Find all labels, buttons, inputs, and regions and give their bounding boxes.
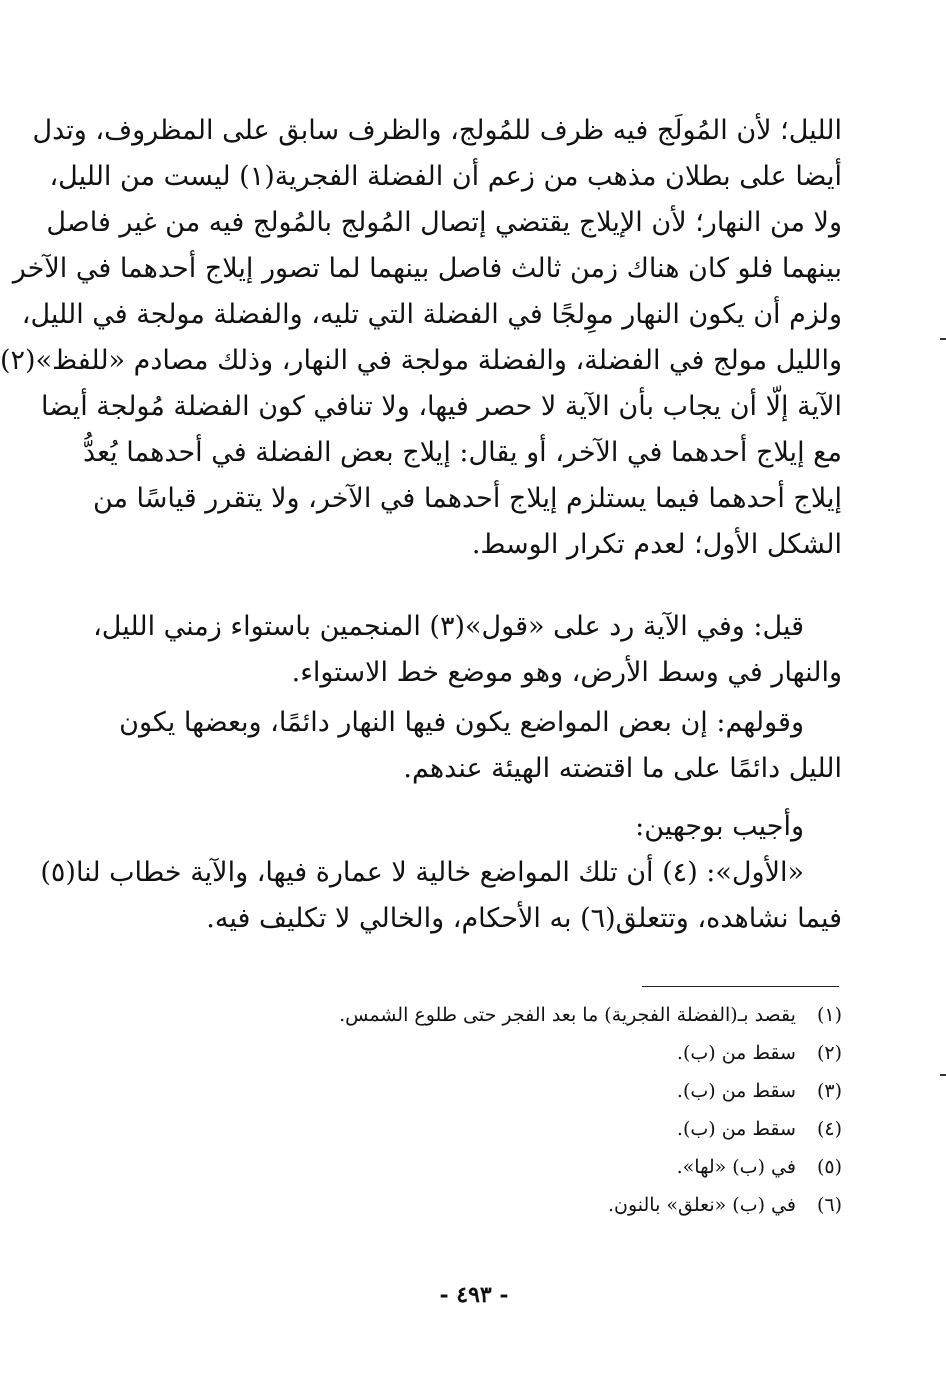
book-page	[2, 0, 946, 1380]
text-line: بينهما فلو كان هناك زمن ثالث فاصل بينهما لما تصور إيلاج أحدهما في الآخر	[12, 253, 842, 284]
footnote-5	[127, 1148, 842, 1186]
footnote-number: (١)	[816, 1004, 842, 1026]
scan-mark	[940, 1074, 946, 1076]
footnote-number: (٦)	[816, 1194, 842, 1216]
text-line: ولزم أن يكون النهار موِلجًا في الفضلة التي تليه، والفضلة مولجة في الليل،	[21, 299, 842, 330]
footnote-number: (٤)	[816, 1118, 842, 1140]
text-line: مع إيلاج أحدهما في الآخر، أو يقال: إيلاج بعض الفضلة في أحدهما يُعدُّ	[82, 437, 842, 468]
footnote-separator	[642, 986, 839, 987]
text-line: أيضا على بطلان مذهب من زعم أن الفضلة الفجرية(١) ليست من الليل،	[49, 161, 842, 192]
paragraph-4	[40, 804, 842, 942]
footnote-number: (٣)	[816, 1080, 842, 1102]
footnote-text: في (ب) «لها».	[676, 1156, 796, 1178]
scan-mark	[940, 338, 946, 340]
paragraph-1	[0, 108, 842, 568]
text-line: الشكل الأول؛ لعدم تكرار الوسط.	[471, 529, 842, 560]
text-line: وقولهم: إن بعض المواضع يكون فيها النهار دائمًا، وبعضها يكون	[119, 707, 804, 738]
text-line: والليل مولج في الفضلة، والفضلة مولجة في النهار، وذلك مصادم «للفظ»(٢)	[0, 345, 842, 376]
text-line: إيلاج أحدهما فيما يستلزم إيلاج أحدهما في الآخر، ولا يتقرر قياسًا من	[92, 483, 842, 514]
paragraph-2	[93, 604, 842, 696]
text-line: «الأول»: (٤) أن تلك المواضع خالية لا عمارة فيها، والآية خطاب لنا(٥)	[40, 857, 804, 888]
footnote-3	[127, 1072, 842, 1110]
footnote-text: في (ب) «نعلق» بالنون.	[607, 1194, 796, 1216]
text-line: قيل: وفي الآية رد على «قول»(٣) المنجمين باستواء زمني الليل،	[93, 611, 804, 642]
footnote-4	[127, 1110, 842, 1148]
footnotes	[127, 996, 842, 1224]
paragraph-3	[119, 700, 842, 792]
footnote-2	[127, 1034, 842, 1072]
text-line: الليل؛ لأن المُولَج فيه ظرف للمُولج، والظرف سابق على المظروف، وتدل	[32, 115, 842, 146]
footnote-6	[127, 1186, 842, 1224]
footnote-text: سقط من (ب).	[676, 1080, 796, 1102]
text-line: الآية إلّا أن يجاب بأن الآية لا حصر فيها، ولا تنافي كون الفضلة مُولجة أيضا	[41, 391, 842, 422]
footnote-text: سقط من (ب).	[676, 1118, 796, 1140]
footnote-number: (٥)	[816, 1156, 842, 1178]
text-line: وأجيب بوجهين:	[635, 811, 804, 842]
footnote-1	[127, 996, 842, 1034]
footnote-text: يقصد بـ(الفضلة الفجرية) ما بعد الفجر حتى طلوع الشمس.	[339, 1004, 796, 1026]
footnote-text: سقط من (ب).	[676, 1042, 796, 1064]
text-line: فيما نشاهده، وتتعلق(٦) به الأحكام، والخالي لا تكليف فيه.	[206, 903, 842, 934]
text-line: والنهار في وسط الأرض، وهو موضع خط الاستواء.	[291, 657, 842, 688]
text-line: ولا من النهار؛ لأن الإيلاج يقتضي إتصال المُولج بالمُولج فيه من غير فاصل	[46, 207, 842, 238]
text-line: الليل دائمًا على ما اقتضته الهيئة عندهم.	[403, 753, 842, 784]
footnote-number: (٢)	[816, 1042, 842, 1064]
page-number: - ٤٩٣ -	[439, 1282, 509, 1308]
